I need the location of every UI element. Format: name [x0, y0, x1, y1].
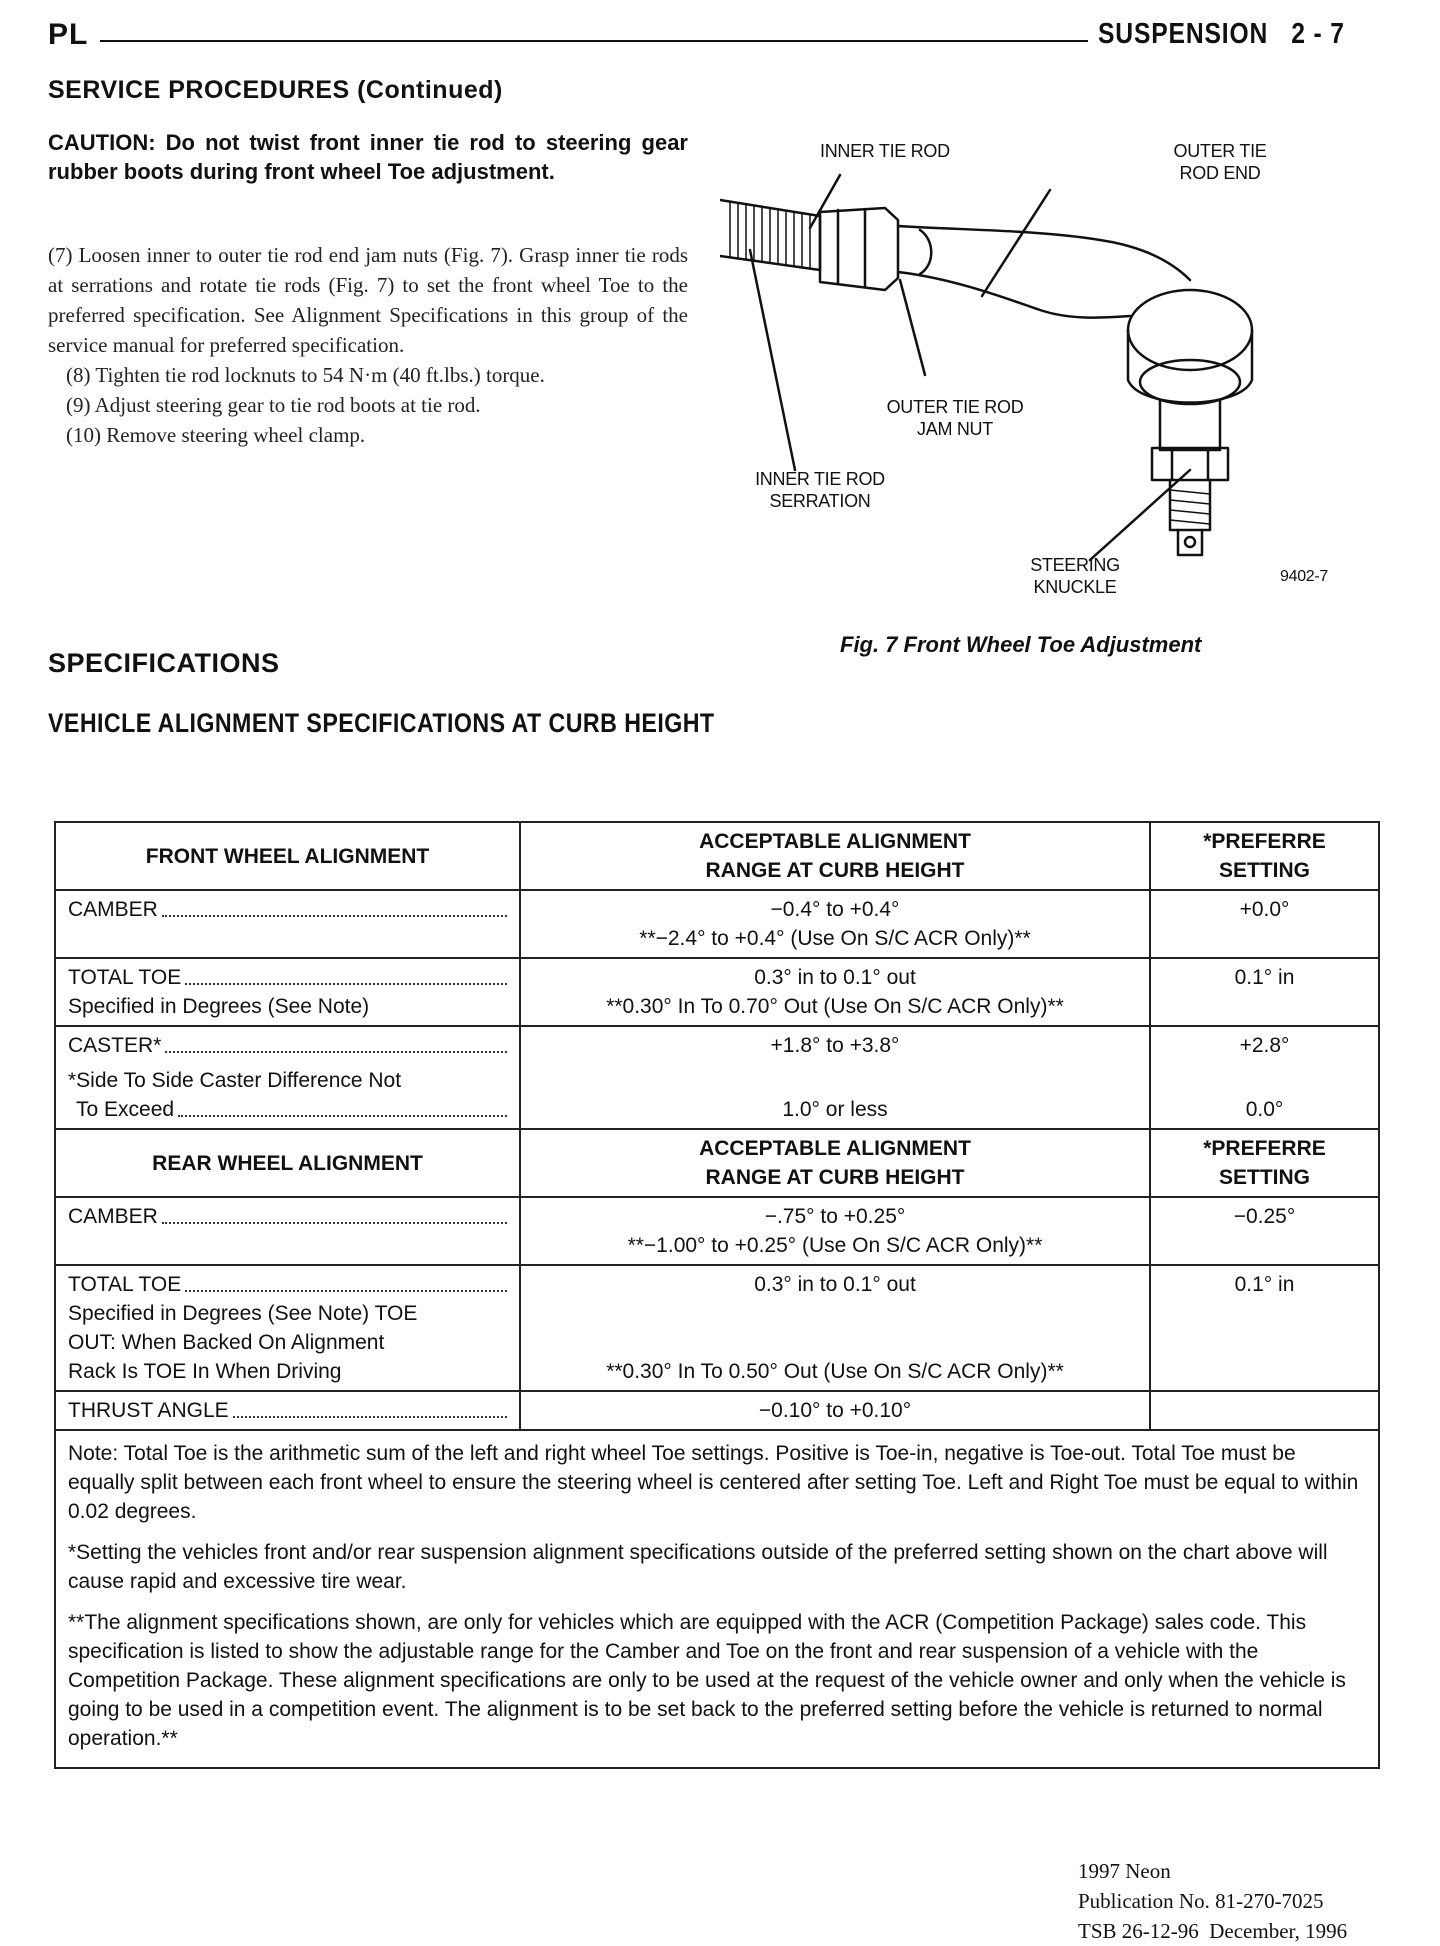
note-preferred-setting: *Setting the vehicles front and/or rear suspension alignment specifications outside of the preferred setting shown on the chart above will cause rapid and excessive tire wear.: [68, 1541, 1328, 1593]
rear-toe-sub2: OUT: When Backed On Alignment: [68, 1331, 385, 1354]
caster-diff-preferred: 0.0°: [1245, 1098, 1284, 1121]
rear-header-col2: ACCEPTABLE ALIGNMENT RANGE AT CURB HEIGHT: [520, 1129, 1150, 1197]
procedure-steps: [48, 240, 688, 450]
thrust-angle-preferred: [1150, 1391, 1379, 1430]
header-rule: [100, 40, 1088, 42]
rear-toe-preferred: 0.1° in: [1150, 1265, 1379, 1391]
step-7: (7) Loosen inner to outer tie rod end jam nuts (Fig. 7). Grasp inner tie rods at serrations and rotate tie rods (Fig. 7) to set the front wheel Toe to the preferred specification. See Alignment Specifications in this group of the service manual for preferred specification.: [48, 243, 688, 357]
front-toe-label: TOTAL TOE: [68, 966, 182, 989]
caution-text: CAUTION: Do not twist front inner tie rod to steering gear rubber boots during front wheel Toe adjustment.: [48, 130, 688, 184]
rear-camber-acr-range: **−1.00° to +0.25° (Use On S/C ACR Only)**: [627, 1234, 1043, 1257]
front-camber-label: CAMBER: [68, 898, 158, 921]
caster-diff-line2: To Exceed: [76, 1098, 175, 1121]
front-toe-range: 0.3° in to 0.1° out: [754, 966, 916, 989]
header-page-info: SUSPENSION 2 - 7: [1098, 18, 1345, 50]
front-toe-sub: Specified in Degrees (See Note): [68, 995, 370, 1018]
footer-tsb: TSB 26-12-96 December, 1996: [1078, 1919, 1348, 1943]
rear-toe-label: TOTAL TOE: [68, 1273, 182, 1296]
rear-toe-row: [55, 1265, 1379, 1391]
label-inner-serration: INNER TIE ROD SERRATION: [755, 469, 885, 511]
front-camber-preferred: +0.0°: [1150, 890, 1379, 958]
rear-toe-sub3: Rack Is TOE In When Driving: [68, 1360, 342, 1383]
front-header-col2: ACCEPTABLE ALIGNMENT RANGE AT CURB HEIGHT: [520, 822, 1150, 890]
thrust-angle-label: THRUST ANGLE: [68, 1399, 229, 1422]
thrust-angle-row: [55, 1391, 1379, 1430]
caster-preferred: +2.8°: [1239, 1034, 1290, 1057]
note-acr: **The alignment specifications shown, are only for vehicles which are equipped with the ACR (Competition Package) sales code. This specification is listed to show the adjustable range for the Camber and Toe on the front and rear suspension of a vehicle with the Competition Package. These alignment specifications are only to be used at the request of the vehicle owner and only when the vehicle is going to be used in a competition event. The alignment is to be set back to the preferred setting before the vehicle is returned to normal operation.**: [68, 1611, 1346, 1750]
figure-caption: Fig. 7 Front Wheel Toe Adjustment: [840, 632, 1202, 657]
caster-diff-line1: *Side To Side Caster Difference Not: [68, 1069, 402, 1092]
caster-label: CASTER*: [68, 1034, 162, 1057]
rear-toe-acr-range: **0.30° In To 0.50° Out (Use On S/C ACR Only)**: [606, 1360, 1064, 1383]
caster-range: +1.8° to +3.8°: [770, 1034, 900, 1057]
rear-camber-row: [55, 1197, 1379, 1265]
table-notes: [55, 1430, 1379, 1768]
thrust-angle-range: −0.10° to +0.10°: [520, 1391, 1150, 1430]
rear-camber-preferred: −0.25°: [1150, 1197, 1379, 1265]
section-title: SERVICE PROCEDURES (Continued): [48, 76, 503, 104]
rear-toe-range: 0.3° in to 0.1° out: [754, 1273, 916, 1296]
step-9: (9) Adjust steering gear to tie rod boots at tie rod.: [66, 393, 481, 417]
footer-model: 1997 Neon: [1078, 1859, 1171, 1883]
step-10: (10) Remove steering wheel clamp.: [66, 423, 366, 447]
label-outer-tie-rod-end: OUTER TIE ROD END: [1173, 141, 1267, 183]
rear-header-col3: *PREFERRE SETTING: [1150, 1129, 1379, 1197]
label-inner-tie-rod: INNER TIE ROD: [820, 141, 950, 161]
tie-rod-illustration: [720, 130, 1360, 620]
vehicle-alignment-title: VEHICLE ALIGNMENT SPECIFICATIONS AT CURB HEIGHT: [48, 708, 715, 738]
label-outer-jam-nut: OUTER TIE ROD JAM NUT: [886, 397, 1024, 439]
label-steering-knuckle: STEERING KNUCKLE: [1030, 555, 1120, 597]
alignment-spec-table: [54, 821, 1380, 1769]
front-header-col1: FRONT WHEEL ALIGNMENT: [55, 822, 520, 890]
front-camber-row: [55, 890, 1379, 958]
front-toe-preferred: 0.1° in: [1150, 958, 1379, 1026]
front-header-row: [55, 822, 1379, 890]
rear-camber-range: −.75° to +0.25°: [764, 1205, 906, 1228]
note-total-toe: Note: Total Toe is the arithmetic sum of the left and right wheel Toe settings. Positive is Toe-in, negative is Toe-out. Total Toe must be equally split between each front wheel to ensure the steering wheel is centered after setting Toe. Left and Right Toe must be equal to within 0.02 degrees.: [68, 1442, 1359, 1523]
specifications-title: SPECIFICATIONS: [48, 648, 280, 678]
step-8: (8) Tighten tie rod locknuts to 54 N·m (40 ft.lbs.) torque.: [66, 363, 545, 387]
rear-header-row: [55, 1129, 1379, 1197]
caster-diff-range: 1.0° or less: [782, 1098, 888, 1121]
header-section-code: PL: [48, 18, 89, 51]
rear-toe-sub1: Specified in Degrees (See Note) TOE: [68, 1302, 418, 1325]
rear-header-col1: REAR WHEEL ALIGNMENT: [55, 1129, 520, 1197]
front-camber-acr-range: **−2.4° to +0.4° (Use On S/C ACR Only)**: [639, 927, 1031, 950]
caster-row: [55, 1026, 1379, 1129]
rear-camber-label: CAMBER: [68, 1205, 158, 1228]
figure-number: 9402-7: [1280, 568, 1329, 585]
front-toe-row: [55, 958, 1379, 1026]
notes-row: [55, 1430, 1379, 1768]
front-toe-acr-range: **0.30° In To 0.70° Out (Use On S/C ACR Only)**: [606, 995, 1064, 1018]
front-camber-range: −0.4° to +0.4°: [770, 898, 900, 921]
front-header-col3: *PREFERRE SETTING: [1150, 822, 1379, 890]
publication-footer: [1078, 1856, 1347, 1946]
footer-publication: Publication No. 81-270-7025: [1078, 1889, 1324, 1913]
tie-rod-figure: [720, 130, 1360, 620]
